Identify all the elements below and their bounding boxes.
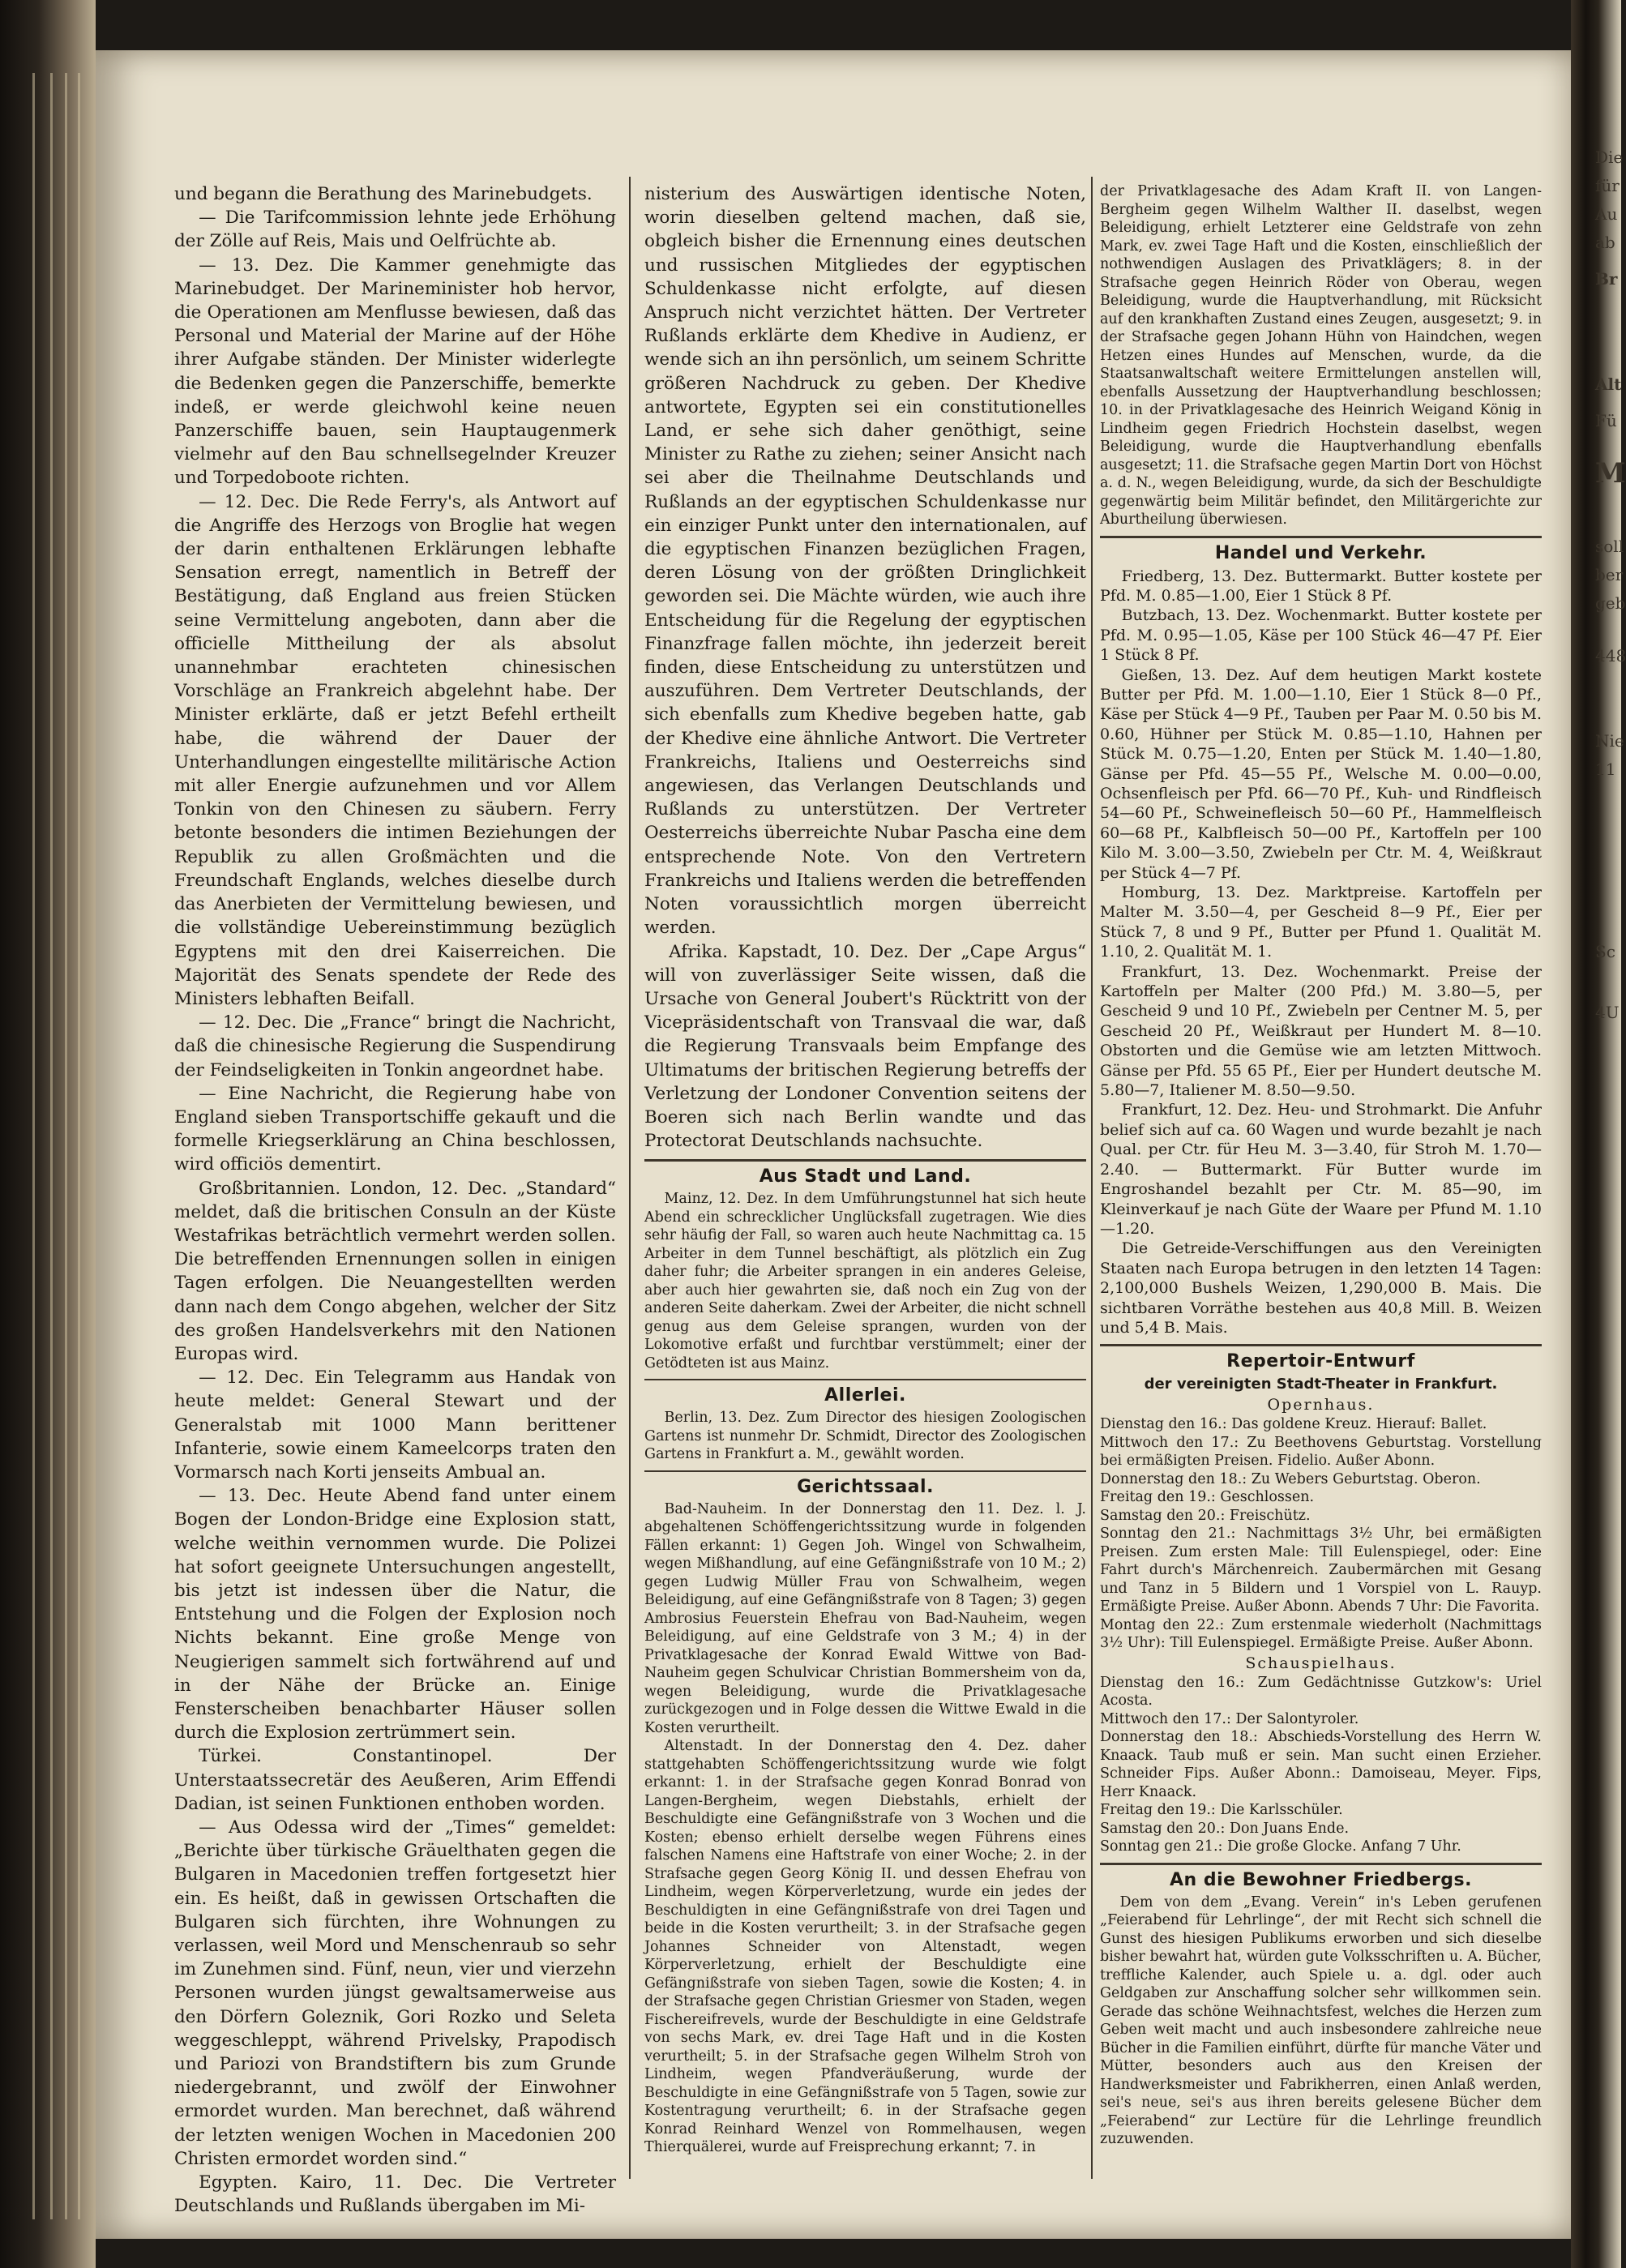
peek-text: Au [1595,204,1618,224]
section-heading-allerlei: Allerlei. [824,1385,906,1406]
peek-text: für [1595,176,1620,195]
peek-text: Nie [1595,731,1624,751]
section-divider [644,1159,1086,1162]
book-left-edge [0,0,96,2268]
article-paragraph: nisterium des Auswärtigen identische Noten, worin dieselben geltend machen, daß sie, obgleich bisher die Ernennung eines deutschen und russischen Mitgliedes der egyptischen Schuldenkasse nicht erfolgte, auf diesen Anspruch nicht verzichtet hätten. Der Vertreter Rußlands erklärte dem Khedive in Audienz, er wende sich an ihn persönlich, um seinem Schritte größeren Nachdruck zu geben. Der Khedive antwortete, Egypten sei ein constitutionelles Land, er sehe sich daher genöthigt, seine Minister zu Rathe zu ziehen; seiner Ansicht nach sei aber die Theilnahme Deutschlands und Rußlands an der egyptischen Schuldenkasse nur ein einziger Punkt unter den internationalen, auf die egyptischen Finanzen bezüglichen Fragen, deren Lösung von der größten Dringlichkeit geworden sei. Die Mächte würden, wie auch ihre Entscheidung für die Regelung der egyptischen Finanzfrage fallen möchte, ihn jederzeit bereit finden, diese Entscheidung zu unterstützen und auszuführen. Dem Vertreter Deutschlands, der sich ebenfalls zum Khedive begeben hatte, gab der Khedive eine ähnliche Antwort. Die Vertreter Frankreichs, Italiens und Oesterreichs sind angewiesen, das Verlangen Deutschlands und Rußlands zu unterstützen. Der Vertreter Oesterreichs überreichte Nubar Pascha eine dem entsprechende Note. Von den Vertretern Frankreichs und Italiens werden die betreffenden Noten voraussichtlich morgen überreicht werden. [644,184,1086,939]
article-paragraph: — 12. Dec. Die „France“ bringt die Nachricht, daß die chinesische Regierung die Suspendirung der Feindseligkeiten in Tonkin angeordnet habe. [174,1012,616,1081]
peek-text: Sc [1595,942,1615,961]
schedule-entry: Sonntag gen 21.: Die große Glocke. Anfang 7 Uhr. [1100,1838,1461,1855]
section-heading-bewohner: An die Bewohner Friedbergs. [1170,1869,1472,1890]
schedule-entry: Dienstag den 16.: Das goldene Kreuz. Hierauf: Ballet. [1100,1416,1487,1433]
article-paragraph: — 12. Dec. Ein Telegramm aus Handak von heute meldet: General Stewart und der Generalstab mit 1000 Mann berittener Infanterie, sowie einem Kameelcorps traten den Vormarsch nach Korti jenseits Ambual an. [174,1367,616,1483]
section-heading-handel: Handel und Verkehr. [1214,542,1427,563]
article-paragraph: — 13. Dec. Heute Abend fand unter einem Bogen der London-Bridge eine Explosion statt, welche weithin vernommen wurde. Die Polizei hat sofort geeignete Untersuchungen angestellt, bis jetzt ist indessen über die Natur, die Entstehung und die Folgen der Explosion noch Nichts bekannt. Eine große Menge von Neugierigen sammelt sich fortwährend auf und in der Nähe der Brücke an. Einige Fensterscheiben benachbarter Häuser sollen durch die Explosion zertrümmert sein. [174,1486,616,1744]
schedule-entry: Mittwoch den 17.: Zu Beethovens Geburtstag. Vorstellung bei ermäßigten Preisen. Fidelio. Außer Abonn. [1100,1434,1542,1470]
peek-text: soll [1595,537,1624,556]
section-heading-stadt: Aus Stadt und Land. [759,1166,972,1187]
market-report: Die Getreide-Verschiffungen aus den Vereinigten Staaten nach Europa betrugen in den letzten 14 Tagen: 2,100,000 Bushels Weizen, 1,290,000 B. Mais. Die sichtbaren Vorräthe bestehen aus 40,8 Mill. B. Weizen und 5,4 B. Mais. [1100,1239,1542,1337]
article-paragraph: Türkei. Constantinopel. Der Unterstaatssecretär des Aeußeren, Arim Effendi Dadian, ist seinen Funktionen enthoben worden. [174,1746,616,1814]
opera-heading: Opernhaus. [1267,1396,1375,1414]
schauspiel-heading: Schauspielhaus. [1245,1654,1397,1672]
market-report: Gießen, 13. Dez. Auf dem heutigen Markt kostete Butter per Pfd. M. 1.00—1.10, Eier 1 Stück 8—0 Pf., Käse per Stück 4—9 Pf., Tauben per Paar M. 0.50 bis M. 0.60, Hühner per Stück M. 0.85—1.10, Hahnen per Stück M. 0.75—1.20, Enten per Stück M. 1.40—1.80, Gänse per Pfd. 45—55 Pf., Welsche M. 0.00—0.00, Ochsenfleisch per Pfd. 66—70 Pf., Kuh- und Rindfleisch 54—60 Pf., Schweinefleisch 50—60 Pf., Hammelfleisch 60—68 Pf., Kalbfleisch 50—00 Pf., Kartoffeln per 100 Kilo M. 3.00—3.50, Zwiebeln per Ctr. M. 4, Weißkraut per Stück 4—7 Pf. [1100,665,1542,882]
section-heading-repertoir: Repertoir-Entwurf [1226,1351,1415,1372]
schedule-entry: Freitag den 19.: Geschlossen. [1100,1489,1315,1506]
article-paragraph: Afrika. Kapstadt, 10. Dez. Der „Cape Argus“ will von zuverlässiger Seite wissen, daß die Ursache von General Joubert's Rücktritt von der Vicepräsidentschaft von Transvaal die war, daß die Regierung Transvaals beim Empfange des Ultimatums der britischen Regierung betreffs der Verletzung der Londoner Convention seitens der Boeren sich nach Berlin wandte und das Protectorat Deutschlands nachsuchte. [644,941,1086,1152]
market-report: Friedberg, 13. Dez. Buttermarkt. Butter kostete per Pfd. M. 0.85—1.00, Eier 1 Stück 8 Pf. [1100,567,1542,605]
schedule-entry: Freitag den 19.: Die Karlsschüler. [1100,1802,1343,1819]
peek-text: geb [1595,593,1626,613]
schedule-entry: Dienstag den 16.: Zum Gedächtnisse Gutzkow's: Uriel Acosta. [1100,1674,1542,1710]
article-paragraph: — 13. Dez. Die Kammer genehmigte das Marinebudget. Der Marineminister hob hervor, die Operationen am Menflusse bewiesen, daß das Personal und Material der Marine auf der Höhe ihrer Aufgabe ständen. Der Minister widerlegte die Bedenken gegen die Panzerschiffe, bemerkte indeß, er werde gleichwohl keine neuen Panzerschiffe bauen, sein Hauptaugenmerk vielmehr auf den Bau schnellsegelnder Kreuzer und Torpedoboote richten. [174,255,616,489]
market-report: Butzbach, 13. Dez. Wochenmarkt. Butter kostete per Pfd. M. 0.95—1.05, Käse per 100 Stück 46—47 Pf. Eier 1 Stück 8 Pf. [1100,606,1542,665]
article-paragraph: Großbritannien. London, 12. Dec. „Standard“ meldet, daß die britischen Consuln an der Küste Westafrikas beträchtlich vermehrt werden sollen. Die betreffenden Ernennungen sollen in einigen Tagen erfolgen. Die Neuangestellten werden dann nach dem Congo abgehen, welcher der Sitz des großen Handelsverkehrs mit den Nationen Europas wird. [174,1178,616,1364]
section-divider [1100,536,1542,538]
article-paragraph: Altenstadt. In der Donnerstag den 4. Dez. daher stattgehabten Schöffengerichtssitzung wurde wie folgt erkannt: 1. in der Strafsache gegen Konrad Bonrad von Langen-Bergheim, wegen Diebstahls, erhielt der Beschuldigte eine Gefängnißstrafe von 3 Wochen und die Kosten; ebenso erhielt derselbe wegen Führens eines falschen Namens eine Haftstrafe von einer Woche; 2. in der Strafsache gegen Georg König II. und dessen Ehefrau von Lindheim, wegen Körperverletzung, wurde ein jedes der Beschuldigten in eine Gefängnißstrafe von drei Tagen und beide in die Kosten verurtheilt; 3. in der Strafsache gegen Johannes Schneider von Altenstadt, wegen Körperverletzung, erhielt der Beschuldigte eine Gefängnißstrafe von sieben Tagen, sowie die Kosten; 4. in der Strafsache gegen Christian Griesmer von Staden, wegen Fischereifrevels, wurde der Beschuldigte in eine Geldstrafe von sechs Mark, ev. drei Tage Haft und in die Kosten verurtheilt; 5. in der Strafsache gegen Wilhelm Stroh von Lindheim, wegen Pfandveräußerung, wurde der Beschuldigte in eine Gefängnißstrafe von 5 Tagen, sowie zur Kostentragung verurtheilt; 6. in der Strafsache gegen Konrad Reinhard Wenzel von Rommelhausen, wegen Thierquälerei, wurde auf Freisprechung erkannt; 7. in [644,1738,1086,2156]
schedule-entry: Samstag den 20.: Freischütz. [1100,1507,1311,1524]
peek-text: 448 [1595,646,1626,665]
column-2 [644,182,1086,2157]
article-paragraph: und begann die Berathung des Marinebudgets. [174,184,593,204]
schedule-entry: Donnerstag den 18.: Abschieds-Vorstellung des Herrn W. Knaack. Taub muß er sein. Man sucht einen Erzieher. Schneider Fips. Außer Abonn.: Damoiseau, Meyer. Fips, Herr Knaack. [1100,1729,1542,1800]
article-paragraph: — 12. Dec. Die Rede Ferry's, als Antwort auf die Angriffe des Herzogs von Broglie hat wegen der darin enthaltenen Erklärungen lebhafte Sensation erregt, namentlich in Betreff der Bestätigung, daß England aus freien Stücken seine Vermittelung angeboten, dann aber die officielle Mittheilung der als absolut unannehmbar erachteten chinesischen Vorschläge an Frankreich abgelehnt habe. Der Minister erklärte, daß er jetzt Befehl ertheilt habe, die während der Dauer der Unterhandlungen eingestellte militärische Action mit aller Energie aufzunehmen und vor Allem Tonkin von den Chinesen zu säubern. Ferry betonte besonders die intimen Beziehungen der Republik zu allen Großmächten und die Freundschaft Englands, welches dieselbe durch das Anerbieten der Vermittelung bewiesen, und die vollständige Uebereinstimmung bezüglich Egyptens mit den drei Kaiserreichen. Die Majorität des Senats spendete der Rede des Ministers lebhaften Beifall. [174,491,616,1009]
peek-text: Br [1595,269,1618,289]
section-divider [1100,1863,1542,1865]
schedule-entry: Donnerstag den 18.: Zu Webers Geburtstag. Oberon. [1100,1470,1481,1487]
peek-text: M [1595,457,1626,490]
peek-text: Fü [1595,411,1617,430]
market-report: Frankfurt, 13. Dez. Wochenmarkt. Preise der Kartoffeln per Malter (200 Pfd.) M. 3.80—5, per Gescheid 9 und 10 Pf., Zwiebeln per Centner M. 5, per Gescheid 20 Pf., Weißkraut per Hundert M. 8—10. Obstorten und die Gemüse wie am letzten Mittwoch. Gänse per Pfd. 55 65 Pf., Eier per Hundert deutsche M. 5.80—7, Italiener M. 8.50—9.50. [1100,962,1542,1100]
article-paragraph: Mainz, 12. Dez. In dem Umführungstunnel hat sich heute Abend ein schrecklicher Unglücksfall zugetragen. Wie dies sehr häufig der Fall, so waren auch heute Nachmittag ca. 15 Arbeiter in dem Tunnel beschäftigt, als plötzlich ein Zug daher fuhr; die Arbeiter sprangen in ein anderes Geleise, aber auch hier gewahrten sie, daß noch ein Zug von der anderen Seite daherkam. Zwei der Arbeiter, die nicht schnell genug aus dem Geleise sprangen, wurden von der Lokomotive erfaßt und furchtbar verstümmelt; einer der Getödteten ist aus Mainz. [644,1191,1086,1371]
article-paragraph: — Eine Nachricht, die Regierung habe von England sieben Transportschiffe gekauft und die formelle Kriegserklärung an China beschlossen, wird officiös dementirt. [174,1083,616,1175]
repertoir-subtitle: der vereinigten Stadt-Theater in Frankfurt. [1144,1376,1498,1393]
article-paragraph: Egypten. Kairo, 11. Dec. Die Vertreter Deutschlands und Rußlands übergaben im Mi- [174,2172,616,2217]
article-paragraph: der Privatklagesache des Adam Kraft II. von Langen-Bergheim gegen Wilhelm Walther II. daselbst, wegen Beleidigung, erhielt Letzterer eine Geldstrafe von zehn Mark, ev. zwei Tage Haft und die Kosten, einschließlich der nothwendigen Auslagen des Privatklägers; 8. in der Strafsache gegen Heinrich Röder von Oberau, wegen Beleidigung, wurde die Hauptverhandlung, mit Rücksicht auf den krankhaften Zustand eines Zeugen, ausgesetzt; 9. in der Strafsache gegen Johann Hühn von Haindchen, wegen Hetzen eines Hundes auf Menschen, wurde, da die Staatsanwaltschaft weitere Ermittelungen anstellen will, ebenfalls Aussetzung der Hauptverhandlung beschlossen; 10. in der Privatklagesache des Heinrich Weigand König in Lindheim gegen Friedrich Hochstein daselbst, wegen Beleidigung, wurde die Hauptverhandlung ebenfalls ausgesetzt; 11. die Strafsache gegen Martin Dort von Höchst a. d. N., wegen Beleidigung, wurde, da sich der Beschuldigte gegenwärtig beim Militär befindet, den Militärgerichte zur Aburtheilung überwiesen. [1100,183,1542,528]
section-divider [644,1470,1086,1472]
adjacent-page-edge [1571,0,1626,2268]
section-divider [1100,1344,1542,1346]
article-paragraph: Berlin, 13. Dez. Zum Director des hiesigen Zoologischen Gartens ist nunmehr Dr. Schmidt, Director des Zoologischen Gartens in Frankfurt a. M., gewählt worden. [644,1410,1086,1463]
column-rule [1091,177,1093,2179]
schedule-entry: Montag den 22.: Zum erstenmale wiederholt (Nachmittags 3½ Uhr): Till Eulenspiegel. Ermäßigte Preise. Außer Abonn. [1100,1616,1542,1652]
peek-text: Alt [1595,374,1622,394]
market-report: Frankfurt, 12. Dez. Heu- und Strohmarkt. Die Anfuhr belief sich auf ca. 60 Wagen und wurde bezahlt je nach Qual. per Ctr. für Heu M. 3—3.40, für Stroh M. 1.70—2.40. — Buttermarkt. Für Butter wurde im Engroshandel bezahlt per Ctr. M. 85—90, im Kleinverkauf je nach Güte der Waare per Pfund M. 1.10—1.20. [1100,1101,1542,1238]
peek-text: 11 [1595,760,1616,779]
schedule-entry: Mittwoch den 17.: Der Salontyroler. [1100,1710,1359,1727]
article-paragraph: Dem von dem „Evang. Verein“ in's Leben gerufenen „Feierabend für Lehrlinge“, der mit Recht sich schnell die Gunst des hiesigen Publikums erworben und sich dieselbe bisher bewahrt hat, würden gute Volksschriften u. A. Bücher, treffliche Kalender, auch Spiele u. a. dgl. oder auch Geldgaben zur Anschaffung solcher sehr willkommen sein. Gerade das schöne Weihnachtsfest, welches die Herzen zum Geben weit macht und auch insbesondere zahlreiche neue Bücher in die Familien einführt, dürfte für manche Väter und Mütter, besonders auch aus den Kreisen der Handwerksmeister und Fabrikherren, einen Anlaß werden, sei's neue, sei's aus ihren bereits gelesene Bücher dem „Feierabend“ zur Lectüre für die Lehrlinge freundlich zuzuwenden. [1100,1894,1542,2148]
section-heading-gericht: Gerichtssaal. [797,1476,934,1497]
peek-text: 4U [1595,1003,1620,1022]
column-3 [1100,182,1542,2149]
schedule-entry: Samstag den 20.: Don Juans Ende. [1100,1820,1350,1837]
column-1 [174,182,616,2218]
article-paragraph: — Die Tarifcommission lehnte jede Erhöhung der Zölle auf Reis, Mais und Oelfrüchte ab. [174,208,616,252]
market-report: Homburg, 13. Dez. Marktpreise. Kartoffeln per Malter M. 3.50—4, per Gescheid 8—9 Pf., Eier per Stück 7, 8 und 9 Pf., Butter per Pfund 1. Qualität M. 1.10, 2. Qualität M. 1. [1100,884,1542,961]
peek-text: Die [1595,148,1624,167]
section-divider [644,1379,1086,1380]
schedule-entry: Sonntag den 21.: Nachmittags 3½ Uhr, bei ermäßigten Preisen. Zum ersten Male: Till Eulenspiegel, oder: Eine Fahrt durch's Märchenreich. Zaubermärchen mit Gesang und Tanz in 5 Bildern und 1 Vorspiel von L. Rauyp. Ermäßigte Preise. Außer Abonn. Abends 7 Uhr: Die Favorita. [1100,1526,1542,1615]
article-paragraph: Bad-Nauheim. In der Donnerstag den 11. Dez. l. J. abgehaltenen Schöffengerichtssitzung wurde in folgenden Fällen erkannt: 1) Gegen Joh. Wingel von Schwalheim, wegen Mißhandlung, auf eine Gefängnißstrafe von 10 M.; 2) gegen Ludwig Müller Frau von Schwalheim, wegen Beleidigung, auf eine Gefängnißstrafe von 8 Tagen; 3) gegen Ambrosius Feuerstein Ehefrau von Bad-Nauheim, wegen Beleidigung, auf eine Geldstrafe von 3 M.; 4) in der Privatklagesache der Konrad Ewald Wittwe von Bad-Nauheim gegen Schulvicar Christian Bommersheim von da, wegen Beleidigung, wurde die Privatklagesache zurückgezogen und in Folge dessen die Wittwe Ewald in die Kosten verurtheilt. [644,1500,1086,1736]
article-paragraph: — Aus Odessa wird der „Times“ gemeldet: „Berichte über türkische Gräuelthaten gegen die Bulgaren in Macedonien treffen fortgesetzt hier ein. Es heißt, daß in gewissen Ortschaften die Bulgaren sich fürchten, ihre Wohnungen zu verlassen, weil Mord und Menschenraub so sehr im Zunehmen sind. Fünf, neun, vier und vierzehn Personen wurden jüngst gewaltsamerweise aus den Dörfern Goleznik, Gori Rozko und Seleta weggeschleppt, während Privelsky, Prapodisch und Pariozi von Brandstiftern bis zum Grunde niedergebrannt, und zwölf der Einwohner ermordet wurden. Man berechnet, daß während der letzten wenigen Wochen in Macedonien 200 Christen ermordet worden sind.“ [174,1817,616,2169]
peek-text: ber [1595,565,1624,584]
peek-text: ab [1595,233,1615,252]
column-rule [629,177,631,2179]
